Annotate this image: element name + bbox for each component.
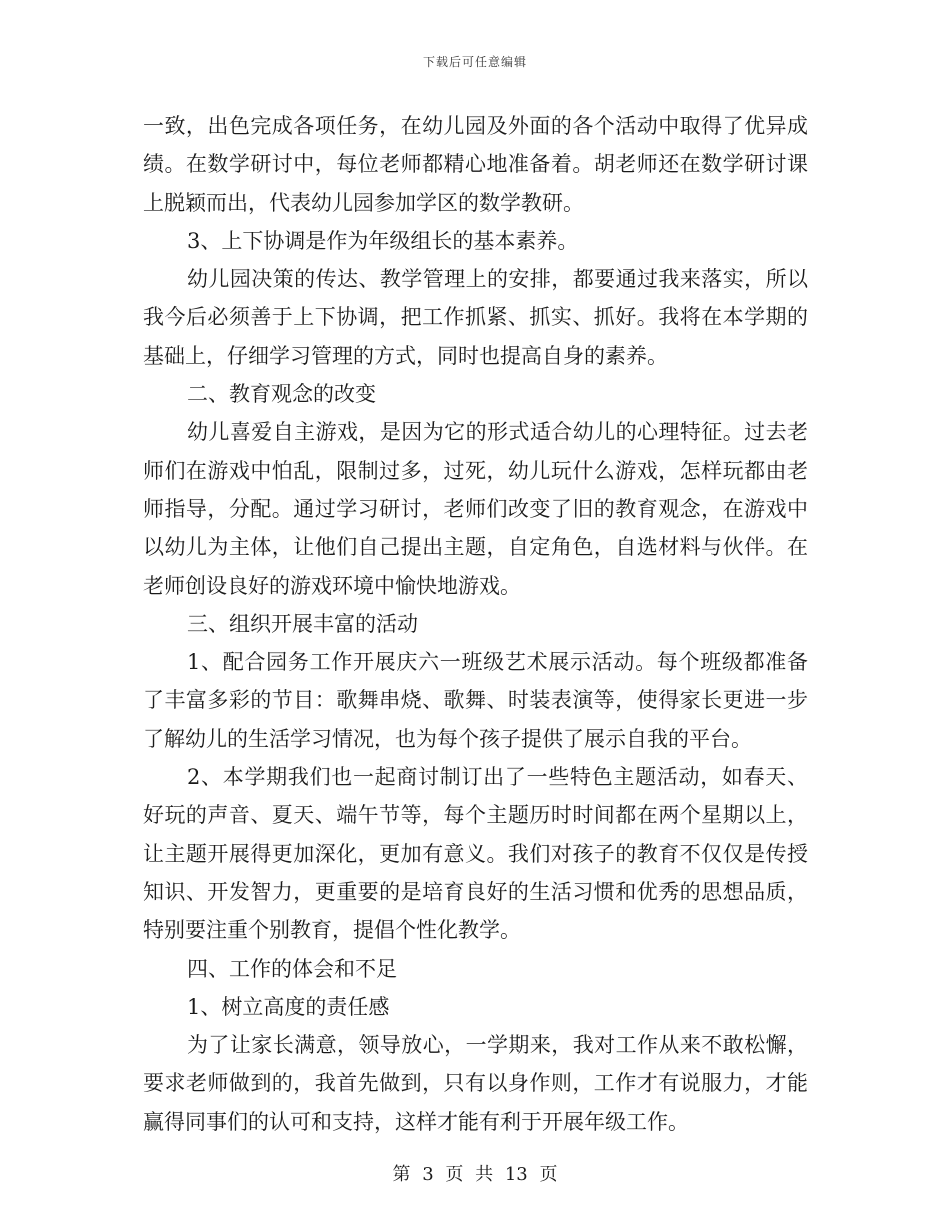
paragraph-item-3-heading: 3、上下协调是作为年级组长的基本素养。 xyxy=(187,228,579,253)
page-header: 下载后可任意编辑 xyxy=(422,55,527,69)
page-footer: 第 3 页 共 13 页 xyxy=(392,1164,558,1185)
section-heading-4: 四、工作的体会和不足 xyxy=(187,956,397,981)
paragraph-responsibility: 为了让家长满意，领导放心，一学期来，我对工作从来不敢松懈，要求老师做到的，我首先做到，只有以身作则，工作才有说服力，才能赢得同事们的认可和支持，这样才能有利于开展年级工作。 xyxy=(143,1033,808,1134)
paragraph-item-1-heading: 1、树立高度的责任感 xyxy=(187,994,390,1019)
paragraph-activity-1: 1、配合园务工作开展庆六一班级艺术展示活动。每个班级都准备了丰富多彩的节目：歌舞串烧、歌舞、时装表演等，使得家长更进一步了解幼儿的生活学习情况，也为每个孩子提供了展示自我的平台。 xyxy=(143,650,808,751)
paragraph-coordination: 幼儿园决策的传达、教学管理上的安排，都要通过我来落实，所以我今后必须善于上下协调，把工作抓紧、抓实、抓好。我将在本学期的基础上，仔细学习管理的方式，同时也提高自身的素养。 xyxy=(143,267,808,368)
section-heading-2: 二、教育观念的改变 xyxy=(187,382,376,407)
section-heading-3: 三、组织开展丰富的活动 xyxy=(187,611,418,636)
document-body xyxy=(143,107,808,1141)
paragraph-continuation: 一致，出色完成各项任务，在幼儿园及外面的各个活动中取得了优异成绩。在数学研讨中，每位老师都精心地准备着。胡老师还在数学研讨课上脱颖而出，代表幼儿园参加学区的数学教研。 xyxy=(143,114,808,215)
paragraph-activity-2: 2、本学期我们也一起商讨制订出了一些特色主题活动，如春天、好玩的声音、夏天、端午节等，每个主题历时时间都在两个星期以上，让主题开展得更加深化，更加有意义。我们对孩子的教育不仅仅是传授知识、开发智力，更重要的是培育良好的生活习惯和优秀的思想品质，特别要注重个别教育，提倡个性化教学。 xyxy=(143,765,808,943)
paragraph-education-concept: 幼儿喜爱自主游戏，是因为它的形式适合幼儿的心理特征。过去老师们在游戏中怕乱，限制过多，过死，幼儿玩什么游戏，怎样玩都由老师指导，分配。通过学习研讨，老师们改变了旧的教育观念，在游戏中以幼儿为主体，让他们自己提出主题，自定角色，自选材料与伙伴。在老师创设良好的游戏环境中愉快地游戏。 xyxy=(143,420,808,598)
